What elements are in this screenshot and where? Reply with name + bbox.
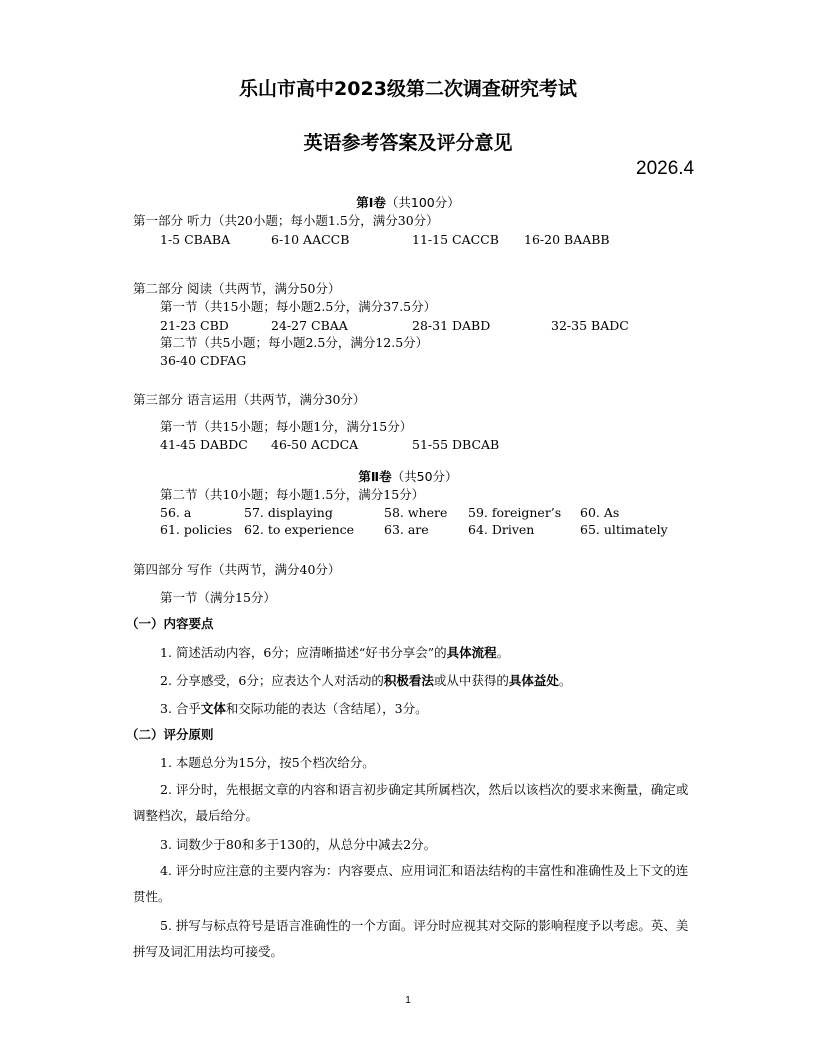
answer-46-50: 46-50 ACDCA <box>271 437 359 452</box>
point2-text: 2. 分享感受，6分；应表达个人对活动的 <box>160 673 384 688</box>
rule-3: 3. 词数少于80和多于130的，从总分中减去2分。 <box>160 837 437 852</box>
content-point-2 <box>160 673 571 688</box>
rule-4: 4. 评分时应注意的主要内容为：内容要点、应用词汇和语法结构的丰富性和准确性及上下文的连贯性。 <box>133 863 689 904</box>
answer-32-35: 32-35 BADC <box>551 318 629 333</box>
answer-59: 59. foreigner’s <box>468 505 562 520</box>
part3-section2: 第二节（共10小题；每小题1.5分，满分15分） <box>160 487 425 502</box>
point3-emphasis: 文体 <box>200 701 226 716</box>
point3-end: 和交际功能的表达（含结尾），3分。 <box>225 701 428 716</box>
point1-end: 。 <box>496 645 510 660</box>
part4-heading <box>133 562 340 577</box>
scoring-principles-heading: （二）评分原则 <box>126 727 214 742</box>
part4-note: （共两节，满分40分） <box>211 562 341 577</box>
volume1-note: （共100分） <box>385 195 460 210</box>
answer-24-27: 24-27 CBAA <box>271 318 348 333</box>
part2-section2: 第二节（共5小题；每小题2.5分，满分12.5分） <box>160 335 429 350</box>
part3-heading <box>133 392 365 407</box>
point2-mid: 或从中获得的 <box>433 673 509 688</box>
part3-section1: 第一节（共15小题；每小题1分，满分15分） <box>160 419 413 434</box>
answer-28-31: 28-31 DABD <box>412 318 491 333</box>
answer-65: 65. ultimately <box>580 522 668 537</box>
content-point-3 <box>160 701 428 716</box>
point2-emphasis-2: 具体益处 <box>508 673 559 688</box>
volume1-heading <box>0 195 816 210</box>
part4-title: 第四部分 写作 <box>133 562 212 577</box>
part2-note: （共两节，满分50分） <box>211 281 341 296</box>
part1-heading <box>133 213 439 228</box>
answer-61: 61. policies <box>160 522 233 537</box>
part3-title: 第三部分 语言运用 <box>133 392 237 407</box>
volume1-label: 第Ⅰ卷 <box>356 195 386 210</box>
document-date: 2026.4 <box>636 158 695 179</box>
part4-section1: 第一节（满分15分） <box>160 590 276 605</box>
answer-11-15: 11-15 CACCB <box>412 232 499 247</box>
volume2-label: 第Ⅱ卷 <box>358 469 392 484</box>
page-number: 1 <box>405 995 411 1006</box>
part1-title: 第一部分 听力 <box>133 213 212 228</box>
answer-60: 60. As <box>580 505 620 520</box>
answer-51-55: 51-55 DBCAB <box>412 437 500 452</box>
answer-21-23: 21-23 CBD <box>160 318 229 333</box>
volume2-note: （共50分） <box>391 469 458 484</box>
answer-41-45: 41-45 DABDC <box>160 437 248 452</box>
document-subtitle: 英语参考答案及评分意见 <box>303 132 513 154</box>
answer-1-5: 1-5 CBABA <box>160 232 231 247</box>
point1-emphasis: 具体流程 <box>446 645 497 660</box>
answer-58: 58. where <box>384 505 448 520</box>
rule-1: 1. 本题总分为15分，按5个档次给分。 <box>160 755 375 770</box>
rule-5: 5. 拼写与标点符号是语言准确性的一个方面。评分时应视其对交际的影响程度予以考虑。英、美拼写及词汇用法均可接受。 <box>133 918 689 959</box>
answer-6-10: 6-10 AACCB <box>271 232 350 247</box>
part1-note: （共20小题；每小题1.5分，满分30分） <box>211 213 439 228</box>
answer-64: 64. Driven <box>468 522 535 537</box>
part2-title: 第二部分 阅读 <box>133 281 212 296</box>
answer-63: 63. are <box>384 522 429 537</box>
point3-text: 3. 合乎 <box>160 701 201 716</box>
point1-text: 1. 简述活动内容，6分；应清晰描述“好书分享会”的 <box>160 645 447 660</box>
point2-emphasis-1: 积极看法 <box>383 673 434 688</box>
point2-end: 。 <box>558 673 572 688</box>
answer-62: 62. to experience <box>244 522 355 537</box>
part3-note: （共两节，满分30分） <box>236 392 366 407</box>
content-points-heading: （一）内容要点 <box>126 616 214 631</box>
answer-57: 57. displaying <box>244 505 333 520</box>
content-point-1 <box>160 645 509 660</box>
answer-56: 56. a <box>160 505 192 520</box>
rule-2: 2. 评分时，先根据文章的内容和语言初步确定其所属档次，然后以该档次的要求来衡量，确定或调整档次，最后给分。 <box>133 782 689 823</box>
answer-16-20: 16-20 BAABB <box>524 232 610 247</box>
document-title: 乐山市高中2023级第二次调查研究考试 <box>239 78 577 100</box>
part2-section1: 第一节（共15小题；每小题2.5分，满分37.5分） <box>160 299 437 314</box>
answer-36-40: 36-40 CDFAG <box>160 353 247 368</box>
volume2-heading <box>0 469 816 484</box>
part2-heading <box>133 281 340 296</box>
